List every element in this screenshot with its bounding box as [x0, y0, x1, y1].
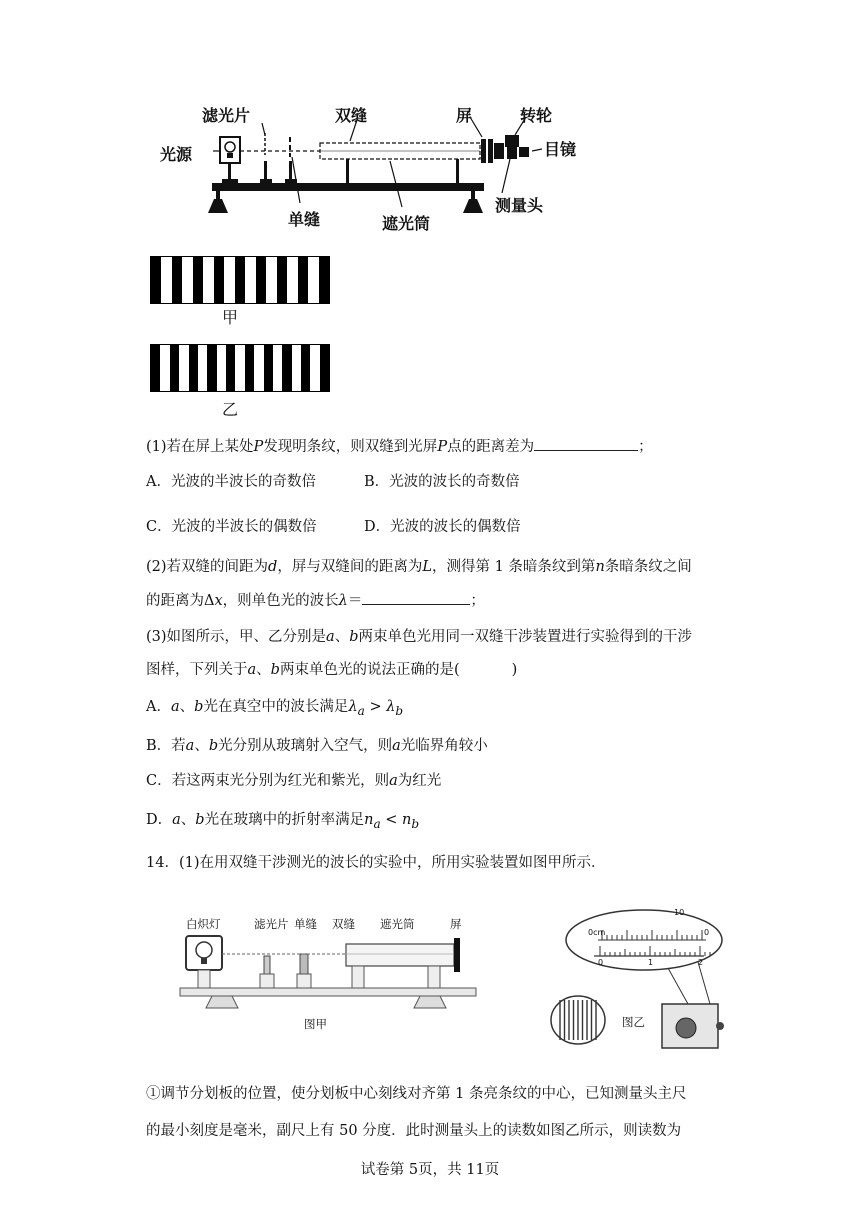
- scale-label-0b: 0: [704, 928, 710, 937]
- q14-paragraph-line-1: ①调节分划板的位置，使分划板中心刻线对齐第 1 条亮条纹的中心，已知测量头主尺: [146, 1086, 687, 1102]
- q2-l1d: 条暗条纹之间: [604, 559, 692, 575]
- fringe-stripe: [282, 345, 291, 391]
- q3-opt-b-var-b: b: [208, 738, 219, 754]
- q1-option-c: C．光波的半波长的偶数倍: [146, 519, 317, 535]
- fringe-stripe: [161, 257, 171, 303]
- q3-opt-b-end: 光临界角较小: [400, 738, 488, 754]
- fringe-stripe: [182, 257, 192, 303]
- fringe-stripe: [266, 257, 276, 303]
- q3-opt-a-sub-b: b: [395, 703, 404, 718]
- q1-option-b: B．光波的波长的奇数倍: [364, 474, 520, 490]
- q2-var-x: x: [214, 593, 223, 609]
- label-measuring-head: 测量头: [495, 196, 544, 215]
- q3-l2a: 图样，下列关于: [146, 662, 248, 678]
- q3-opt-b-pre: B．若: [146, 738, 186, 754]
- q3-option-d: [146, 810, 419, 834]
- fringe-stripe: [235, 345, 244, 391]
- fringe-stripe: [320, 345, 329, 391]
- q3-l2b: 、: [256, 662, 271, 678]
- q1-var-p2: P: [437, 439, 448, 455]
- q3-opt-c-end: 为红光: [397, 773, 442, 789]
- apparatus-drawing-jia: [176, 910, 486, 1040]
- q2-var-n: n: [595, 559, 605, 575]
- q3-opt-a-lambda-1: λ: [348, 699, 358, 715]
- q1-text-post: 点的距离差为: [447, 439, 535, 455]
- q3-opt-d-text: 光在玻璃中的折射率满足: [204, 812, 365, 828]
- q2-var-lambda: λ: [338, 593, 348, 609]
- scale-label-0: 0: [598, 958, 604, 967]
- fringe-stripe: [245, 345, 254, 391]
- q3-opt-a-sep: 、: [179, 699, 195, 715]
- q2-l1c: ，测得第 1 条暗条纹到第: [431, 559, 596, 575]
- fringe-stripe: [170, 345, 179, 391]
- q3-opt-d-var-a: a: [172, 812, 181, 828]
- q3-opt-a-var-b: b: [194, 699, 204, 715]
- q3-opt-c-var-a: a: [389, 773, 398, 789]
- q2-l2b: ，则单色光的波长: [222, 593, 339, 609]
- q2-answer-blank[interactable]: [362, 590, 470, 605]
- q1-option-d: D．光波的波长的偶数倍: [364, 519, 521, 535]
- q2-line-1: [146, 557, 692, 577]
- scale-label-1: 1: [648, 958, 654, 967]
- fringe-stripe: [203, 257, 213, 303]
- q3-opt-b-sep: 、: [194, 738, 209, 754]
- q3-opt-a-sub-a: a: [357, 703, 365, 718]
- q3-opt-a-text: 光在真空中的波长满足: [203, 699, 349, 715]
- fringe-stripe: [224, 257, 234, 303]
- fringe-stripe: [198, 345, 207, 391]
- q3-l1c: 两束单色光用同一双缝干涉装置进行实验得到的干涉: [358, 629, 692, 645]
- q3-var-b: b: [349, 629, 359, 645]
- fringe-stripe: [151, 257, 161, 303]
- q1-text-mid: 发现明条纹，则双缝到光屏: [263, 439, 438, 455]
- fringe-stripe: [319, 257, 329, 303]
- fringe-stripe: [292, 345, 301, 391]
- q3-opt-b-mid: 光分别从玻璃射入空气，则: [218, 738, 393, 754]
- q3-opt-a-gt: >: [364, 699, 387, 715]
- fringe-stripe: [254, 345, 263, 391]
- q3-opt-b-var-a2: a: [392, 738, 401, 754]
- q3-opt-d-sep: 、: [180, 812, 196, 828]
- q3-opt-d-n2: n: [402, 812, 412, 828]
- label-screen-2: 屏: [450, 917, 462, 931]
- fringe-stripe: [207, 345, 216, 391]
- q3-option-b: [146, 736, 488, 756]
- q2-var-l: L: [422, 559, 432, 575]
- fringe-stripe: [160, 345, 169, 391]
- q2-line-2: [146, 590, 485, 611]
- q1-text-pre: (1)若在屏上某处: [146, 439, 254, 455]
- fringe-stripe: [301, 345, 310, 391]
- fringe-stripe: [172, 257, 182, 303]
- label-double-slit-2: 双缝: [332, 917, 355, 931]
- fringe-stripe: [193, 257, 203, 303]
- label-tube-2: 遮光筒: [380, 917, 415, 931]
- q1-end: ；: [638, 439, 653, 455]
- fringe-pattern-yi: [150, 344, 330, 392]
- label-double-slit: 双缝: [335, 106, 368, 125]
- measuring-head-figure-yi: [548, 906, 724, 1056]
- q3-opt-d-var-b: b: [195, 812, 205, 828]
- fringe-stripe: [308, 257, 318, 303]
- label-screen: 屏: [456, 106, 473, 125]
- q14-paragraph-line-2: 的最小刻度是毫米，副尺上有 50 分度．此时测量头上的读数如图乙所示，则读数为: [146, 1123, 682, 1139]
- q3-opt-d-sub-b: b: [411, 816, 420, 831]
- q14-intro: 14．(1)在用双缝干涉测光的波长的实验中，所用实验装置如图甲所示．: [146, 855, 606, 871]
- q3-l1b: 、: [334, 629, 350, 645]
- q3-opt-c-pre: C．若这两束光分别为红光和紫光，则: [146, 773, 390, 789]
- page-footer: 试卷第 5页，共 11页: [360, 1162, 500, 1178]
- scale-label-2: 2: [698, 958, 704, 967]
- q2-var-d: d: [268, 559, 278, 575]
- label-light-source: 光源: [160, 145, 193, 164]
- q2-l2c: ＝: [347, 593, 363, 609]
- q2-end: ；: [470, 593, 485, 609]
- label-filter-2: 滤光片: [254, 917, 289, 931]
- apparatus-figure-1: [150, 95, 610, 245]
- label-lamp: 白炽灯: [186, 917, 221, 931]
- fringe-stripe: [245, 257, 255, 303]
- fringe-stripe: [277, 257, 287, 303]
- q3-l2c: 两束单色光的说法正确的是(: [279, 662, 460, 678]
- fringe-stripe: [151, 345, 160, 391]
- q3-opt-d-sub-a: a: [373, 816, 381, 831]
- q3-option-a: [146, 697, 403, 721]
- label-wheel: 转轮: [520, 106, 553, 125]
- q2-l1b: ，屏与双缝间的距离为: [277, 559, 423, 575]
- q1-answer-blank[interactable]: [534, 436, 638, 451]
- q3-l1a: (3)如图所示，甲、乙分别是: [146, 629, 327, 645]
- fringe-stripe: [217, 345, 226, 391]
- q3-opt-b-var-a: a: [185, 738, 195, 754]
- fringe-stripe: [179, 345, 188, 391]
- fringe-pattern-jia: [150, 256, 330, 304]
- q1-var-p: P: [253, 439, 264, 455]
- q3-opt-a-pre: A．: [146, 699, 171, 715]
- label-single-slit: 单缝: [288, 210, 321, 229]
- q3-opt-d-lt: <: [380, 812, 403, 828]
- label-eyepiece: 目镜: [544, 140, 577, 159]
- apparatus-figure-jia: [176, 910, 486, 1040]
- measuring-head-drawing-yi: [548, 906, 724, 1056]
- caption-fig-jia: 图甲: [304, 1017, 327, 1031]
- q3-opt-a-var-a: a: [170, 699, 180, 715]
- q3-line-2: [146, 660, 517, 680]
- q3-l2-var-b: b: [270, 662, 280, 678]
- q2-l1a: (2)若双缝的间距为: [146, 559, 269, 575]
- scale-label-10: 10: [674, 908, 685, 917]
- label-tube: 遮光筒: [382, 214, 431, 233]
- q3-opt-d-n1: n: [364, 812, 374, 828]
- q1-stem: [146, 436, 653, 457]
- fringe-stripe: [256, 257, 266, 303]
- fringe-stripe: [273, 345, 282, 391]
- q3-l2-end: ): [511, 662, 518, 678]
- q3-opt-a-lambda-2: λ: [386, 699, 396, 715]
- fringe-stripe: [298, 257, 308, 303]
- q3-opt-d-pre: D．: [146, 812, 173, 828]
- scale-label-0cm: 0cm: [588, 928, 606, 937]
- q3-var-a: a: [326, 629, 335, 645]
- q2-l2a: 的距离为Δ: [146, 593, 215, 609]
- q3-line-1: [146, 627, 692, 647]
- q3-l2-var-a: a: [247, 662, 257, 678]
- fringe-stripe: [214, 257, 224, 303]
- pattern-label-jia: 甲: [222, 308, 239, 327]
- label-filter: 滤光片: [202, 106, 251, 125]
- label-single-slit-2: 单缝: [294, 917, 317, 931]
- fringe-stripe: [310, 345, 319, 391]
- fringe-stripe: [235, 257, 245, 303]
- fringe-stripe: [264, 345, 273, 391]
- fringe-stripe: [287, 257, 297, 303]
- caption-fig-yi: 图乙: [622, 1015, 645, 1029]
- q3-option-c: [146, 771, 441, 791]
- pattern-label-yi: 乙: [222, 400, 239, 419]
- q1-option-a: A．光波的半波长的奇数倍: [146, 474, 316, 490]
- fringe-stripe: [226, 345, 235, 391]
- fringe-stripe: [189, 345, 198, 391]
